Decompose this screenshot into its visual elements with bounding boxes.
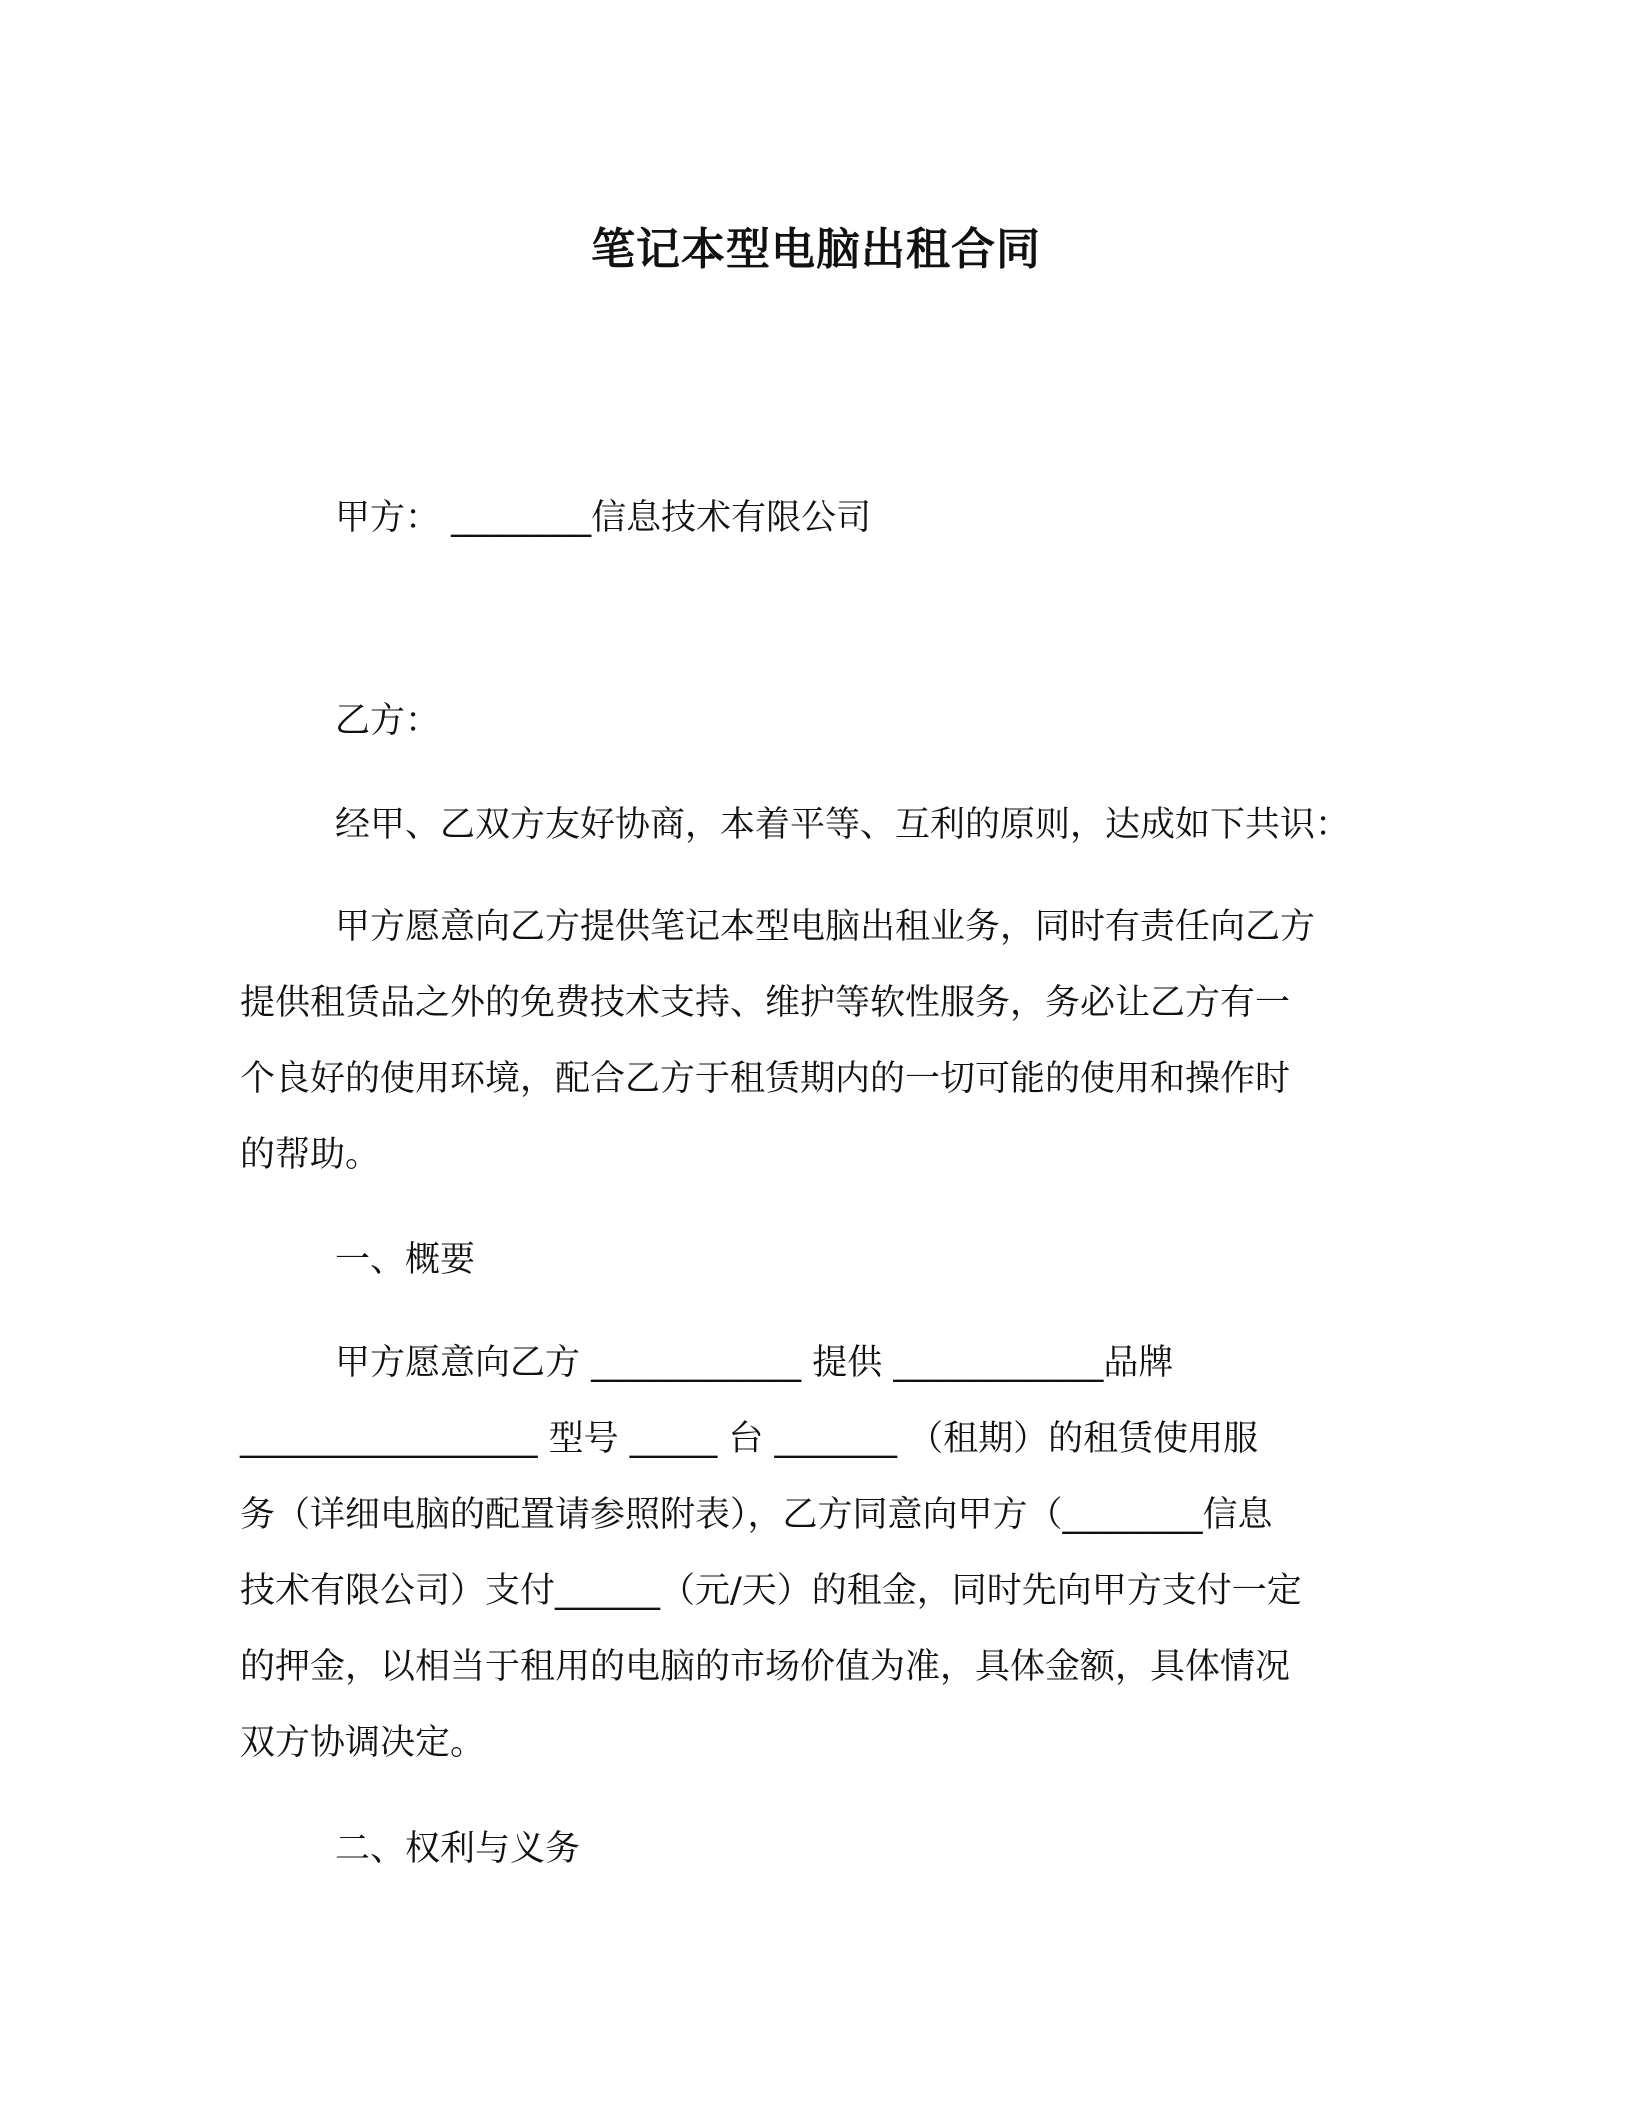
- section1-line-3: 务（详细电脑的配置请参照附表），乙方同意向甲方（________信息: [240, 1495, 1273, 1535]
- intro-paragraph: 经甲、乙双方友好协商，本着平等、互利的原则，达成如下共识：: [335, 805, 1351, 845]
- section1-line-2: _________________ 型号 _____ 台 _______ （租期）的租赁使用服: [240, 1419, 1259, 1459]
- document-title: 笔记本型电脑出租合同: [591, 224, 1041, 275]
- section1-heading: 一、概要: [335, 1240, 476, 1280]
- party-b-line: 乙方：: [335, 701, 441, 741]
- preamble-line-3: 个良好的使用环境，配合乙方于租赁期内的一切可能的使用和操作时: [240, 1059, 1291, 1099]
- preamble-line-2: 提供租赁品之外的免费技术支持、维护等软性服务，务必让乙方有一: [240, 983, 1291, 1023]
- section1-line-1: 甲方愿意向乙方 ____________ 提供 ____________品牌: [335, 1343, 1174, 1383]
- party-a-line: 甲方： ________信息技术有限公司: [335, 498, 872, 538]
- section2-heading: 二、权利与义务: [335, 1829, 581, 1869]
- preamble-line-4: 的帮助。: [240, 1135, 381, 1175]
- section1-line-5: 的押金，以相当于租用的电脑的市场价值为准，具体金额，具体情况: [240, 1647, 1291, 1687]
- section1-line-4: 技术有限公司）支付______（元/天）的租金，同时先向甲方支付一定: [240, 1571, 1302, 1611]
- preamble-line-1: 甲方愿意向乙方提供笔记本型电脑出租业务，同时有责任向乙方: [335, 907, 1316, 947]
- section1-line-6: 双方协调决定。: [240, 1723, 486, 1763]
